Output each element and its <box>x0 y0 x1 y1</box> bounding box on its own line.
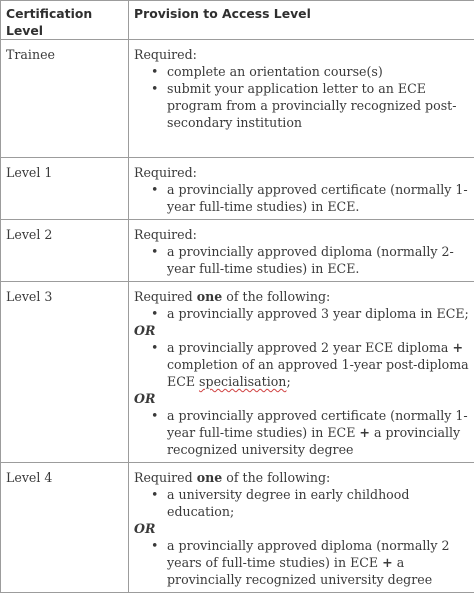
required-label: Required: <box>134 164 470 181</box>
or-separator: OR <box>134 390 470 407</box>
or-separator: OR <box>134 520 470 537</box>
required-label: Required: <box>134 46 470 63</box>
provision-cell <box>129 158 474 220</box>
list-item: • a provincially approved certificate (normally 1-year full-time studies) in ECE + a provincially recognized university degree <box>134 407 470 458</box>
list-item: • submit your application letter to an ECE program from a provincially recognized post-secondary institution <box>134 80 470 131</box>
table-row <box>1 220 474 282</box>
provision-cell <box>129 220 474 282</box>
spellcheck-word: specialisation <box>199 374 286 389</box>
header-provision: Provision to Access Level <box>129 1 474 40</box>
plus-sign: + <box>452 340 463 355</box>
plus-sign: + <box>359 425 370 440</box>
table-row <box>1 282 474 463</box>
level-cell: Trainee <box>1 40 129 158</box>
list-item: • a provincially approved diploma (normally 2 years of full-time studies) in ECE + a provincially recognized university degree <box>134 537 470 588</box>
list-item: • a provincially approved certificate (normally 1-year full-time studies) in ECE. <box>134 181 470 215</box>
requirement-list <box>134 339 470 390</box>
level-cell: Level 4 <box>1 463 129 593</box>
required-emphasis: one <box>197 289 223 304</box>
requirement-list <box>134 305 470 322</box>
provision-cell <box>129 40 474 158</box>
header-row <box>1 1 474 40</box>
required-label: Required one of the following: <box>134 288 470 305</box>
required-label: Required one of the following: <box>134 469 470 486</box>
or-separator: OR <box>134 322 470 339</box>
list-item: • a university degree in early childhood education; <box>134 486 470 520</box>
table-row <box>1 463 474 593</box>
list-item: • a provincially approved diploma (normally 2-year full-time studies) in ECE. <box>134 243 470 277</box>
plus-sign: + <box>382 555 393 570</box>
table-row <box>1 40 474 158</box>
level-cell: Level 1 <box>1 158 129 220</box>
provision-cell <box>129 463 474 593</box>
requirement-list <box>134 243 470 277</box>
requirement-list <box>134 407 470 458</box>
level-cell: Level 3 <box>1 282 129 463</box>
requirement-list <box>134 486 470 520</box>
level-cell: Level 2 <box>1 220 129 282</box>
provision-cell <box>129 282 474 463</box>
header-certification-level: Certification Level <box>1 1 129 40</box>
requirement-list <box>134 63 470 131</box>
requirement-list <box>134 181 470 215</box>
list-item: • a provincially approved 2 year ECE diploma + completion of an approved 1-year post-diploma ECE specialisation; <box>134 339 470 390</box>
required-label: Required: <box>134 226 470 243</box>
list-item: • a provincially approved 3 year diploma in ECE; <box>134 305 470 322</box>
requirement-list <box>134 537 470 588</box>
table-row <box>1 158 474 220</box>
list-item: • complete an orientation course(s) <box>134 63 470 80</box>
required-emphasis: one <box>197 470 223 485</box>
